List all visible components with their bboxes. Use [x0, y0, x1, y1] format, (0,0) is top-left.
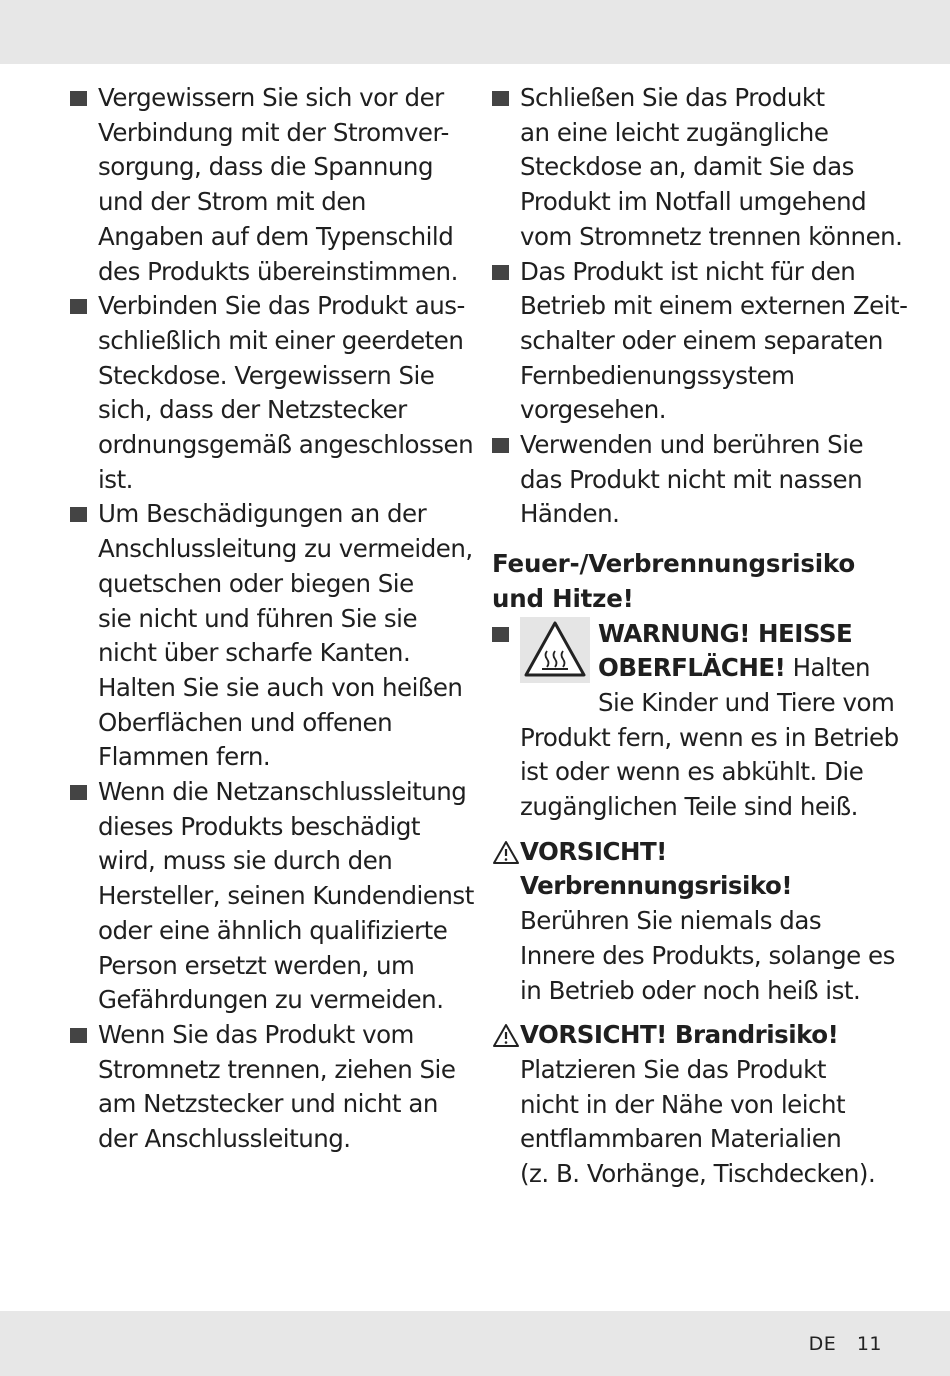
page-number: 11 [856, 1333, 882, 1355]
square-bullet-icon [70, 1028, 87, 1043]
square-bullet-icon [70, 785, 87, 800]
caution-burn: VORSICHT! Verbrennungsrisiko! Berühren Sie niemals das Innere des Produkts, solange es in Betrieb oder noch heiß ist. [492, 835, 892, 1009]
square-bullet-icon [492, 91, 509, 106]
left-column [70, 81, 474, 1157]
right-column [492, 81, 908, 1192]
section-heading: Feuer-/Verbrennungsrisiko und Hitze! [492, 549, 855, 613]
list-item: Verwenden und berühren Sie das Produkt nicht mit nassen Händen. [492, 428, 892, 532]
square-bullet-icon [70, 91, 87, 106]
square-bullet-icon [492, 627, 509, 642]
list-item: Das Produkt ist nicht für den Betrieb mit einem externen Zeit- schalter oder einem separaten Fernbedienungssystem vorgesehen. [492, 255, 892, 429]
list-item: Verbinden Sie das Produkt aus- schließlich mit einer geerdeten Steckdose. Vergewissern Sie sich, dass der Netzstecker ordnungsgemäß angeschlossen ist. [70, 289, 465, 497]
square-bullet-icon [70, 299, 87, 314]
list-item: Vergewissern Sie sich vor der Verbindung mit der Stromver- sorgung, dass die Spannung und der Strom mit den Angaben auf dem Typenschild des Produkts übereinstimmen. [70, 81, 465, 289]
list-item: Um Beschädigungen an der Anschlussleitung zu vermeiden, quetschen oder biegen Sie sie nicht und führen Sie sie nicht über scharfe Kanten. Halten Sie sie auch von heißen Oberflächen und offenen Flammen fern. [70, 497, 465, 775]
warning-triangle-icon [492, 1023, 520, 1049]
page-footer [809, 1333, 882, 1355]
square-bullet-icon [70, 507, 87, 522]
square-bullet-icon [492, 438, 509, 453]
hot-surface-warning-icon [520, 617, 590, 683]
header-band [0, 0, 950, 64]
language-code: DE [808, 1333, 837, 1355]
square-bullet-icon [492, 265, 509, 280]
list-item: Wenn die Netzanschlussleitung dieses Produkts beschädigt wird, muss sie durch den Hersteller, seinen Kundendienst oder eine ähnlich qualifizierte Person ersetzt werden, um Gefährdungen zu vermeiden. [70, 775, 465, 1018]
list-item: Wenn Sie das Produkt vom Stromnetz trennen, ziehen Sie am Netzstecker und nicht an der Anschlussleitung. [70, 1018, 465, 1157]
footer-band [0, 1311, 950, 1376]
caution-fire: VORSICHT! Brandrisiko! Platzieren Sie das Produkt nicht in der Nähe von leicht entflammbaren Materialien (z. B. Vorhänge, Tischdecken). [492, 1018, 892, 1192]
hot-surface-warning: WARNUNG! HEISSE OBERFLÄCHE! Halten Sie Kinder und Tiere vom Produkt fern, wenn es in Betrieb ist oder wenn es abkühlt. Die zugänglichen Teile sind heiß. [492, 617, 892, 825]
list-item: Schließen Sie das Produkt an eine leicht zugängliche Steckdose an, damit Sie das Produkt im Notfall umgehend vom Stromnetz trennen können. [492, 81, 892, 255]
warning-triangle-icon [492, 840, 520, 866]
